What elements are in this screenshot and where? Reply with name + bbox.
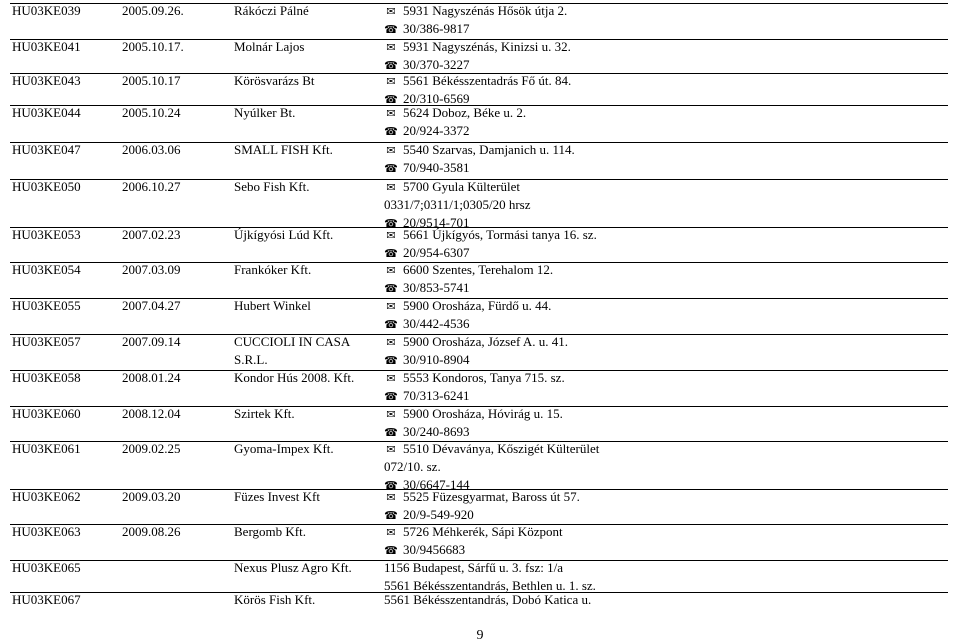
company-name <box>234 72 315 90</box>
company-name-line: S.R.L. <box>234 352 268 367</box>
telephone-icon: ☎ <box>384 509 398 522</box>
company-name <box>234 38 304 56</box>
company-name-line: Frankóker Kft. <box>234 262 312 277</box>
registration-code: HU03KE044 <box>12 105 81 120</box>
company-name <box>234 440 334 458</box>
address-line <box>384 104 526 122</box>
company-name <box>234 226 333 244</box>
address-block <box>384 559 596 595</box>
address-line <box>384 141 575 159</box>
company-name-line: Rákóczi Pálné <box>234 3 309 18</box>
company-name <box>234 523 306 541</box>
address-block <box>384 226 597 262</box>
company-name-line: Szirtek Kft. <box>234 406 295 421</box>
registration-code: HU03KE039 <box>12 3 81 18</box>
phone-number: 30/240-8693 <box>403 424 470 439</box>
registration-date: 2005.10.24 <box>122 105 181 120</box>
address-text: 5661 Újkígyós, Tormási tanya 16. sz. <box>403 227 597 242</box>
registration-date: 2007.03.09 <box>122 262 181 277</box>
phone-line <box>384 122 526 140</box>
company-name <box>234 591 315 609</box>
phone-number: 30/910-8904 <box>403 352 470 367</box>
address-text: 6600 Szentes, Terehalom 12. <box>403 262 554 277</box>
address-text: 5553 Kondoros, Tanya 715. sz. <box>403 370 565 385</box>
company-name <box>234 2 309 20</box>
company-name <box>234 261 311 279</box>
address-block <box>384 2 567 38</box>
address-text: 5931 Nagyszénás, Kinizsi u. 32. <box>403 39 571 54</box>
telephone-icon: ☎ <box>384 354 398 367</box>
address-line <box>384 405 563 423</box>
address-extra-line: 1156 Budapest, Sárfű u. 3. fsz: 1/a <box>384 560 563 575</box>
registration-date: 2007.02.23 <box>122 227 181 242</box>
phone-number: 30/442-4536 <box>403 316 470 331</box>
address-block <box>384 297 551 333</box>
phone-line <box>384 20 567 38</box>
registration-code: HU03KE058 <box>12 370 81 385</box>
registration-date: 2005.10.17. <box>122 39 184 54</box>
address-line <box>384 38 571 56</box>
company-name-line: Nyúlker Bt. <box>234 105 296 120</box>
phone-line <box>384 244 597 262</box>
company-name-line: Sebo Fish Kft. <box>234 179 310 194</box>
company-name-line: SMALL FISH Kft. <box>234 142 333 157</box>
address-block <box>384 333 568 369</box>
company-name-line: Hubert Winkel <box>234 298 311 313</box>
registration-code: HU03KE061 <box>12 441 81 456</box>
company-name-line: Újkígyósi Lúd Kft. <box>234 227 334 242</box>
address-extra-line: 0331/7;0311/1;0305/20 hrsz <box>384 197 531 212</box>
address-line <box>384 333 568 351</box>
envelope-icon: ✉ <box>386 443 396 456</box>
envelope-icon: ✉ <box>386 229 396 242</box>
company-name-line: Bergomb Kft. <box>234 524 306 539</box>
address-block <box>384 72 571 108</box>
address-text: 5726 Méhkerék, Sápi Központ <box>403 524 563 539</box>
envelope-icon: ✉ <box>386 144 396 157</box>
envelope-icon: ✉ <box>386 107 396 120</box>
phone-number: 30/386-9817 <box>403 21 470 36</box>
address-text: 5540 Szarvas, Damjanich u. 114. <box>403 142 575 157</box>
address-extra-line: 5561 Békésszentandrás, Bethlen u. 1. sz. <box>384 578 596 593</box>
registration-code: HU03KE067 <box>12 592 81 607</box>
registration-date: 2005.09.26. <box>122 3 184 18</box>
address-line <box>384 261 553 279</box>
telephone-icon: ☎ <box>384 390 398 403</box>
address-extra-line: 072/10. sz. <box>384 459 441 474</box>
registration-code: HU03KE043 <box>12 73 81 88</box>
address-text: 5900 Orosháza, Hóvirág u. 15. <box>403 406 563 421</box>
company-name <box>234 178 309 196</box>
phone-line <box>384 423 563 441</box>
phone-number: 70/313-6241 <box>403 388 470 403</box>
company-name <box>234 488 320 506</box>
phone-number: 20/9514-701 <box>403 215 470 230</box>
address-line <box>384 523 563 541</box>
company-name <box>234 369 354 387</box>
registration-code: HU03KE053 <box>12 227 81 242</box>
address-block <box>384 178 531 232</box>
registration-code: HU03KE063 <box>12 524 81 539</box>
address-line <box>384 72 571 90</box>
company-name-line: Nexus Plusz Agro Kft. <box>234 560 352 575</box>
registration-date: 2009.08.26 <box>122 524 181 539</box>
telephone-icon: ☎ <box>384 318 398 331</box>
company-name <box>234 297 311 315</box>
phone-line <box>384 541 563 559</box>
registration-code: HU03KE055 <box>12 298 81 313</box>
telephone-icon: ☎ <box>384 426 398 439</box>
address-block <box>384 261 553 297</box>
phone-number: 30/9456683 <box>403 542 466 557</box>
telephone-icon: ☎ <box>384 59 398 72</box>
phone-number: 30/370-3227 <box>403 57 470 72</box>
registration-code: HU03KE047 <box>12 142 81 157</box>
telephone-icon: ☎ <box>384 479 398 492</box>
envelope-icon: ✉ <box>386 41 396 54</box>
address-extra-line: 5561 Békésszentandrás, Dobó Katica u. <box>384 592 592 607</box>
registration-date: 2008.01.24 <box>122 370 181 385</box>
registration-code: HU03KE062 <box>12 489 81 504</box>
registration-code: HU03KE057 <box>12 334 81 349</box>
envelope-icon: ✉ <box>386 5 396 18</box>
registration-date: 2009.03.20 <box>122 489 181 504</box>
registration-date: 2007.09.14 <box>122 334 181 349</box>
address-block <box>384 591 591 609</box>
envelope-icon: ✉ <box>386 336 396 349</box>
registration-date: 2005.10.17 <box>122 73 181 88</box>
address-text: 5900 Orosháza, József A. u. 41. <box>403 334 568 349</box>
address-block <box>384 440 599 494</box>
address-text: 5510 Dévaványa, Kőszigét Külterület <box>403 441 600 456</box>
envelope-icon: ✉ <box>386 408 396 421</box>
address-text: 5624 Doboz, Béke u. 2. <box>403 105 527 120</box>
company-name <box>234 559 352 577</box>
address-text: 5561 Békésszentadrás Fő út. 84. <box>403 73 572 88</box>
address-text: 5525 Füzesgyarmat, Baross út 57. <box>403 489 580 504</box>
telephone-icon: ☎ <box>384 217 398 230</box>
registration-date: 2009.02.25 <box>122 441 181 456</box>
company-name <box>234 104 295 122</box>
address-line <box>384 297 551 315</box>
phone-number: 20/310-6569 <box>403 91 470 106</box>
registration-code: HU03KE050 <box>12 179 81 194</box>
phone-line <box>384 387 565 405</box>
registration-date: 2007.04.27 <box>122 298 181 313</box>
company-name-line: CUCCIOLI IN CASA <box>234 334 351 349</box>
company-name-line: Füzes Invest Kft <box>234 489 320 504</box>
phone-line <box>384 351 568 369</box>
address-block <box>384 369 565 405</box>
phone-number: 20/954-6307 <box>403 245 470 260</box>
address-line <box>384 2 567 20</box>
phone-line <box>384 159 575 177</box>
envelope-icon: ✉ <box>386 75 396 88</box>
company-name <box>234 141 333 159</box>
company-name-line: Gyoma-Impex Kft. <box>234 441 334 456</box>
telephone-icon: ☎ <box>384 544 398 557</box>
address-block <box>384 141 575 177</box>
envelope-icon: ✉ <box>386 526 396 539</box>
telephone-icon: ☎ <box>384 162 398 175</box>
phone-line <box>384 315 551 333</box>
envelope-icon: ✉ <box>386 181 396 194</box>
address-line <box>384 178 531 196</box>
phone-number: 20/924-3372 <box>403 123 470 138</box>
registration-code: HU03KE041 <box>12 39 81 54</box>
address-line <box>384 226 597 244</box>
address-block <box>384 104 526 140</box>
address-text: 5931 Nagyszénás Hősök útja 2. <box>403 3 568 18</box>
phone-number: 20/9-549-920 <box>403 507 474 522</box>
company-name-line: Molnár Lajos <box>234 39 305 54</box>
phone-line <box>384 506 580 524</box>
envelope-icon: ✉ <box>386 300 396 313</box>
address-text: 5900 Orosháza, Fürdő u. 44. <box>403 298 552 313</box>
company-name <box>234 405 295 423</box>
address-text: 5700 Gyula Külterület <box>403 179 520 194</box>
telephone-icon: ☎ <box>384 282 398 295</box>
address-block <box>384 405 563 441</box>
phone-number: 70/940-3581 <box>403 160 470 175</box>
registration-date: 2006.10.27 <box>122 179 181 194</box>
company-name-line: Körösvarázs Bt <box>234 73 315 88</box>
address-line <box>384 440 599 458</box>
phone-line <box>384 279 553 297</box>
registration-code: HU03KE054 <box>12 262 81 277</box>
address-line <box>384 488 580 506</box>
company-name <box>234 333 350 369</box>
envelope-icon: ✉ <box>386 372 396 385</box>
envelope-icon: ✉ <box>386 264 396 277</box>
registration-code: HU03KE060 <box>12 406 81 421</box>
registration-code: HU03KE065 <box>12 560 81 575</box>
registration-date: 2008.12.04 <box>122 406 181 421</box>
envelope-icon: ✉ <box>386 491 396 504</box>
telephone-icon: ☎ <box>384 247 398 260</box>
address-line <box>384 369 565 387</box>
telephone-icon: ☎ <box>384 125 398 138</box>
page-number: 9 <box>476 628 484 643</box>
phone-number: 30/6647-144 <box>403 477 470 492</box>
address-block <box>384 488 580 524</box>
registration-date: 2006.03.06 <box>122 142 181 157</box>
address-block <box>384 38 571 74</box>
telephone-icon: ☎ <box>384 93 398 106</box>
company-name-line: Körös Fish Kft. <box>234 592 316 607</box>
telephone-icon: ☎ <box>384 23 398 36</box>
company-name-line: Kondor Hús 2008. Kft. <box>234 370 355 385</box>
address-block <box>384 523 563 559</box>
phone-number: 30/853-5741 <box>403 280 470 295</box>
